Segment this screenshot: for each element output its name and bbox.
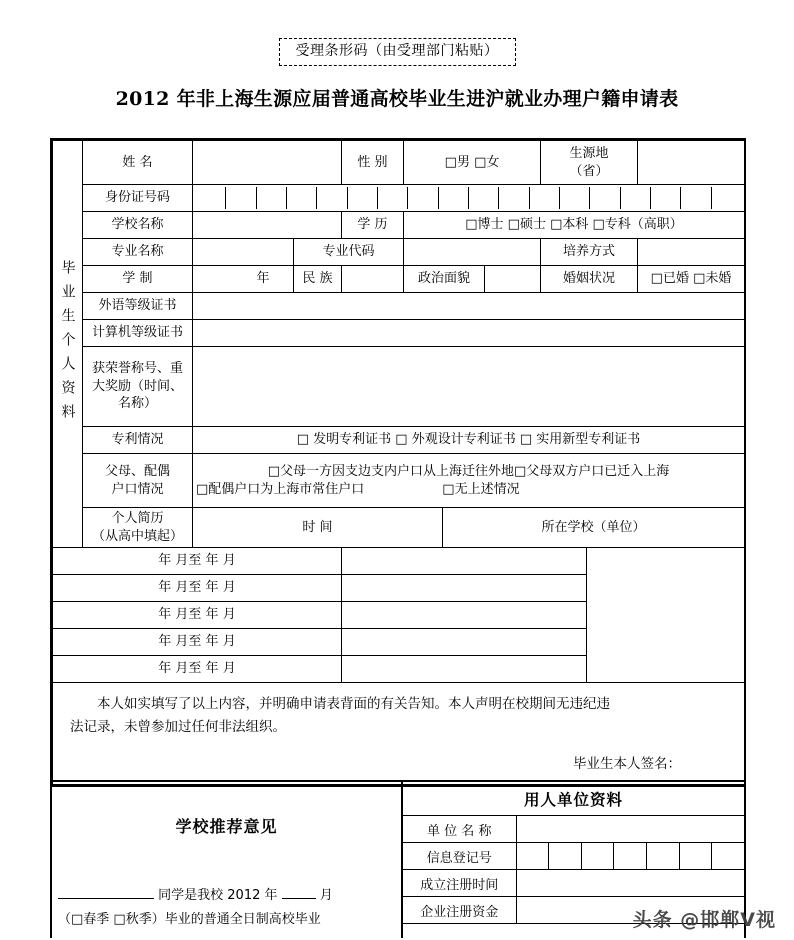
page-title: 2012 年非上海生源应届普通高校毕业生进沪就业办理户籍申请表: [115, 88, 679, 111]
resume-time-cell[interactable]: 年 月至 年 月: [53, 602, 342, 629]
label-patent: 专利情况: [83, 427, 193, 454]
resume-time-cell[interactable]: 年 月至 年 月: [53, 629, 342, 656]
input-honors[interactable]: [193, 347, 745, 427]
id-number-cell[interactable]: [287, 187, 317, 209]
resume-school-cell[interactable]: [342, 629, 587, 656]
declaration-text: [56, 685, 741, 782]
watermark: 头条 @邯郸V视: [632, 909, 776, 931]
input-computer-cert[interactable]: [193, 320, 745, 347]
id-number-cell[interactable]: [621, 187, 651, 209]
label-honors: 获荣誉称号、重大奖励（时间、名称）: [83, 347, 193, 427]
graduation-month-blank[interactable]: [282, 898, 316, 899]
label-resume-line2: （从高中填起）: [91, 528, 183, 544]
resume-school-cell[interactable]: [342, 548, 587, 575]
label-major-code: 专业代码: [294, 239, 404, 266]
row-honors: [53, 347, 745, 427]
registration-number-cell[interactable]: [517, 843, 550, 869]
resume-rows-body: [53, 548, 745, 683]
id-number-cell[interactable]: [469, 187, 499, 209]
employer-row-label: 单 位 名 称: [403, 816, 516, 843]
input-name[interactable]: [193, 141, 342, 185]
declaration-line1: 本人如实填写了以上内容，并明确申请表背面的有关告知。本人声明在校期间无违纪违: [97, 696, 610, 713]
registration-number-cell[interactable]: [582, 843, 615, 869]
label-computer-cert: 计算机等级证书: [83, 320, 193, 347]
input-schooling-year[interactable]: [193, 266, 294, 293]
id-number-cell[interactable]: [499, 187, 529, 209]
row-schooling: [53, 266, 745, 293]
row-school: [53, 212, 745, 239]
resume-row: [53, 575, 745, 602]
label-family-line1: 父母、配偶: [104, 463, 170, 479]
row-name: [53, 141, 745, 185]
recommendation-text-b: 月: [319, 887, 333, 903]
row-id-number: [53, 185, 745, 212]
registration-number-cell[interactable]: [647, 843, 680, 869]
row-patent: [53, 427, 745, 454]
family-option-row2[interactable]: [196, 481, 741, 499]
label-training: 培养方式: [541, 239, 638, 266]
label-ethnic: 民 族: [294, 266, 342, 293]
resume-row: [53, 602, 745, 629]
row-foreign-cert: [53, 293, 745, 320]
label-schooling: 学 制: [83, 266, 193, 293]
label-resume: [83, 508, 193, 548]
id-number-cell[interactable]: [681, 187, 711, 209]
resume-time-cell[interactable]: 年 月至 年 月: [53, 548, 342, 575]
id-number-cell[interactable]: [257, 187, 287, 209]
label-resume-line1: 个人简历: [111, 511, 164, 526]
row-family-household: [53, 454, 745, 508]
label-degree: 学 历: [342, 212, 404, 239]
label-school: 学校名称: [83, 212, 193, 239]
resume-row: [53, 548, 745, 575]
id-number-cells[interactable]: [196, 187, 741, 209]
label-political: 政治面貌: [404, 266, 485, 293]
resume-row: [53, 629, 745, 656]
input-ethnic[interactable]: [342, 266, 404, 293]
side-label-cell: [53, 141, 83, 548]
barcode-note-area: [0, 0, 794, 66]
registration-number-cell[interactable]: [614, 843, 647, 869]
id-number-cell[interactable]: [226, 187, 256, 209]
family-household-options[interactable]: [193, 454, 745, 508]
family-option-spouse[interactable]: □配偶户口为上海市常住户口: [196, 481, 365, 497]
input-major-code[interactable]: [404, 239, 541, 266]
marriage-options[interactable]: □已婚 □未婚: [638, 266, 745, 293]
employer-row-value[interactable]: [516, 843, 744, 870]
row-computer-cert: [53, 320, 745, 347]
signature-label[interactable]: 毕业生本人签名：: [573, 755, 682, 772]
employer-row: [403, 816, 744, 843]
school-recommendation-title: 学校推荐意见: [175, 817, 278, 836]
recommendation-line-2[interactable]: （□春季 □秋季）毕业的普通全日制高校毕业: [58, 911, 321, 927]
input-origin[interactable]: [638, 141, 745, 185]
label-major: 专业名称: [83, 239, 193, 266]
label-origin: [541, 141, 638, 185]
row-resume-header: [53, 508, 745, 548]
recommendation-line-1[interactable]: [58, 884, 395, 908]
resume-school-cell[interactable]: [342, 575, 587, 602]
family-option-row1[interactable]: □父母一方因支边支内户口从上海迁往外地□父母双方户口已迁入上海: [267, 463, 670, 479]
id-number-cell[interactable]: [348, 187, 378, 209]
input-political[interactable]: [485, 266, 541, 293]
row-declaration: [53, 683, 745, 785]
id-number-cell[interactable]: [590, 187, 620, 209]
resume-school-cell[interactable]: [342, 602, 587, 629]
registration-number-cell[interactable]: [680, 843, 713, 869]
gender-options[interactable]: □男 □女: [404, 141, 541, 185]
employer-row-value[interactable]: [516, 816, 744, 843]
registration-number-cell[interactable]: [549, 843, 582, 869]
label-id-number: 身份证号码: [83, 185, 193, 212]
id-number-cell[interactable]: [651, 187, 681, 209]
family-option-none[interactable]: □无上述情况: [442, 481, 520, 497]
label-gender: 性 别: [342, 141, 404, 185]
resume-time-cell[interactable]: 年 月至 年 月: [53, 575, 342, 602]
label-foreign-cert: 外语等级证书: [83, 293, 193, 320]
id-number-cell[interactable]: [530, 187, 560, 209]
resume-row: [53, 656, 745, 683]
input-training[interactable]: [638, 239, 745, 266]
id-number-cell[interactable]: [408, 187, 438, 209]
id-number-cell[interactable]: [317, 187, 347, 209]
id-number-cell[interactable]: [560, 187, 590, 209]
degree-options[interactable]: □博士 □硕士 □本科 □专科（高职）: [404, 212, 745, 239]
input-major[interactable]: [193, 239, 294, 266]
registration-number-cell[interactable]: [712, 843, 744, 869]
school-recommendation-body: [52, 884, 401, 936]
label-origin-line2: （省）: [569, 163, 609, 179]
input-foreign-cert[interactable]: [193, 293, 745, 320]
header-resume-school: 所在学校（单位）: [443, 508, 745, 548]
patent-options[interactable]: □ 发明专利证书 □ 外观设计专利证书 □ 实用新型专利证书: [193, 427, 745, 454]
declaration-cell: [53, 683, 745, 785]
employer-title: 用人单位资料: [523, 791, 623, 809]
registration-number-cells[interactable]: [517, 843, 745, 869]
declaration-line2: 法记录，未曾参加过任何非法组织。: [70, 719, 286, 736]
main-form-table: [50, 138, 746, 787]
side-label-text: 毕业生个人资料: [59, 260, 76, 429]
row-major: [53, 239, 745, 266]
form-grid: [52, 140, 745, 785]
employer-row: [403, 843, 744, 870]
employer-row-label: 信息登记号: [403, 843, 516, 870]
id-number-cell[interactable]: [439, 187, 469, 209]
label-year-unit: 年: [256, 271, 270, 287]
label-marriage: 婚姻状况: [541, 266, 638, 293]
student-name-blank[interactable]: [58, 898, 154, 899]
employer-row-label: 企业注册资金: [403, 897, 516, 924]
input-school[interactable]: [193, 212, 342, 239]
employer-row-label: 成立注册时间: [403, 870, 516, 897]
label-origin-line1: 生源地: [569, 145, 609, 161]
id-number-cell[interactable]: [378, 187, 408, 209]
id-number-cell[interactable]: [196, 187, 226, 209]
school-recommendation-panel: [52, 782, 403, 938]
employer-row: [403, 870, 744, 897]
label-family-household: [83, 454, 193, 508]
input-id-number[interactable]: [193, 185, 745, 212]
label-family-line2: 户口情况: [111, 481, 164, 497]
resume-school-cell[interactable]: [342, 656, 587, 683]
header-resume-time: 时 间: [193, 508, 443, 548]
barcode-note-box: 受理条形码（由受理部门粘贴）: [279, 38, 516, 66]
label-name: 姓 名: [83, 141, 193, 185]
recommendation-text-a: 同学是我校 2012 年: [158, 887, 278, 903]
employer-row-value[interactable]: [516, 870, 744, 897]
id-number-cell[interactable]: [712, 187, 741, 209]
resume-time-cell[interactable]: 年 月至 年 月: [53, 656, 342, 683]
